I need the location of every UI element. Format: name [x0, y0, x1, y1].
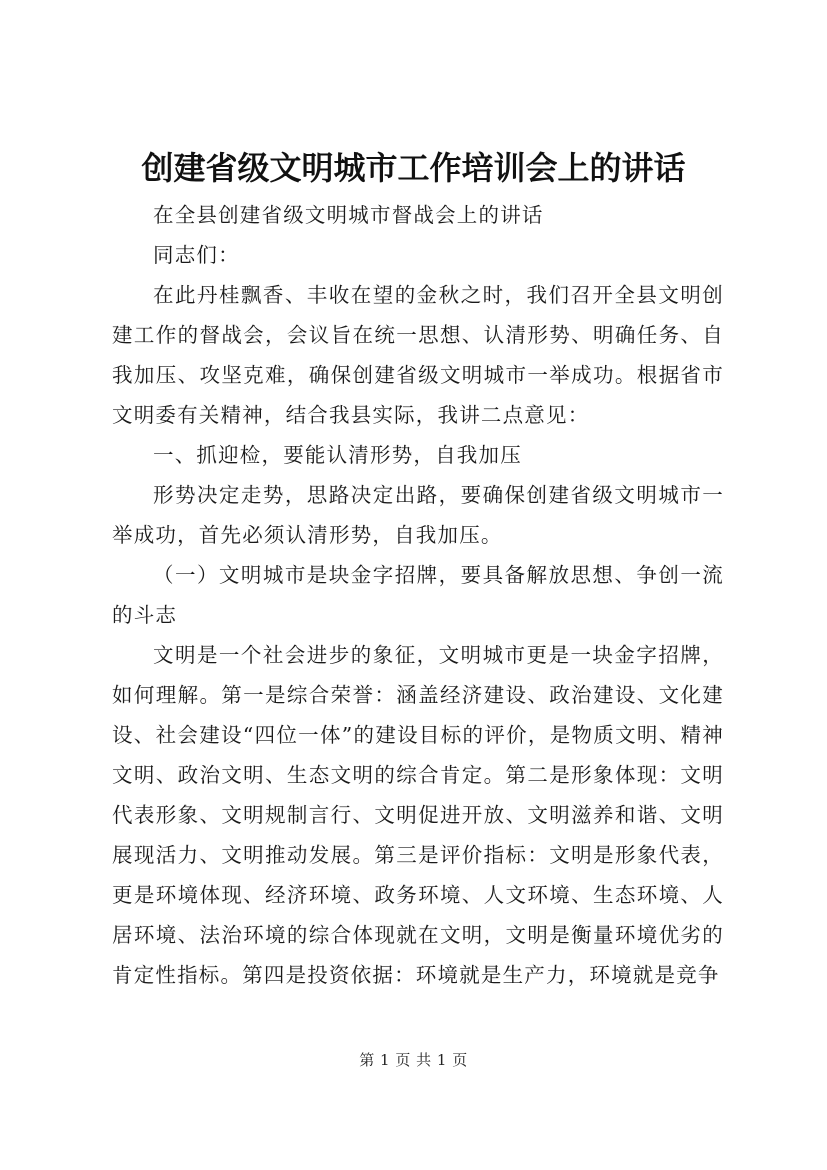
section-heading-1: 一、抓迎检，要能认清形势，自我加压	[153, 443, 522, 467]
document-title: 创建省级文明城市工作培训会上的讲话	[141, 149, 686, 187]
page-number-footer: 第 1 页 共 1 页	[359, 1051, 468, 1069]
paragraph-intro: 在此丹桂飘香、丰收在望的金秋之时，我们召开全县文明创建工作的督战会，会议旨在统一思想、认清形势、明确任务、自我加压、攻坚克难，确保创建省级文明城市一举成功。根据省市文明委有关精神，结合我县实际，我讲二点意见：	[112, 283, 724, 427]
subsection-heading-1: （一）文明城市是块金字招牌，要具备解放思想、争创一流的斗志	[112, 563, 724, 627]
paragraph-situation: 形势决定走势，思路决定出路，要确保创建省级文明城市一举成功，首先必须认清形势，自我加压。	[112, 483, 724, 547]
greeting: 同志们：	[153, 243, 240, 267]
paragraph-civilization: 文明是一个社会进步的象征，文明城市更是一块金字招牌，如何理解。第一是综合荣誉：涵盖经济建设、政治建设、文化建设、社会建设“四位一体”的建设目标的评价，是物质文明、精神文明、政治文明、生态文明的综合肯定。第二是形象体现：文明代表形象、文明规制言行、文明促进开放、文明滋养和谐、文明展现活力、文明推动发展。第三是评价指标：文明是形象代表，更是环境体现、经济环境、政务环境、人文环境、生态环境、人居环境、法治环境的综合体现就在文明，文明是衡量环境优劣的肯定性指标。第四是投资依据：环境就是生产力，环境就是竞争	[112, 643, 724, 987]
document-subtitle: 在全县创建省级文明城市督战会上的讲话	[153, 203, 544, 227]
document-body	[112, 195, 724, 995]
